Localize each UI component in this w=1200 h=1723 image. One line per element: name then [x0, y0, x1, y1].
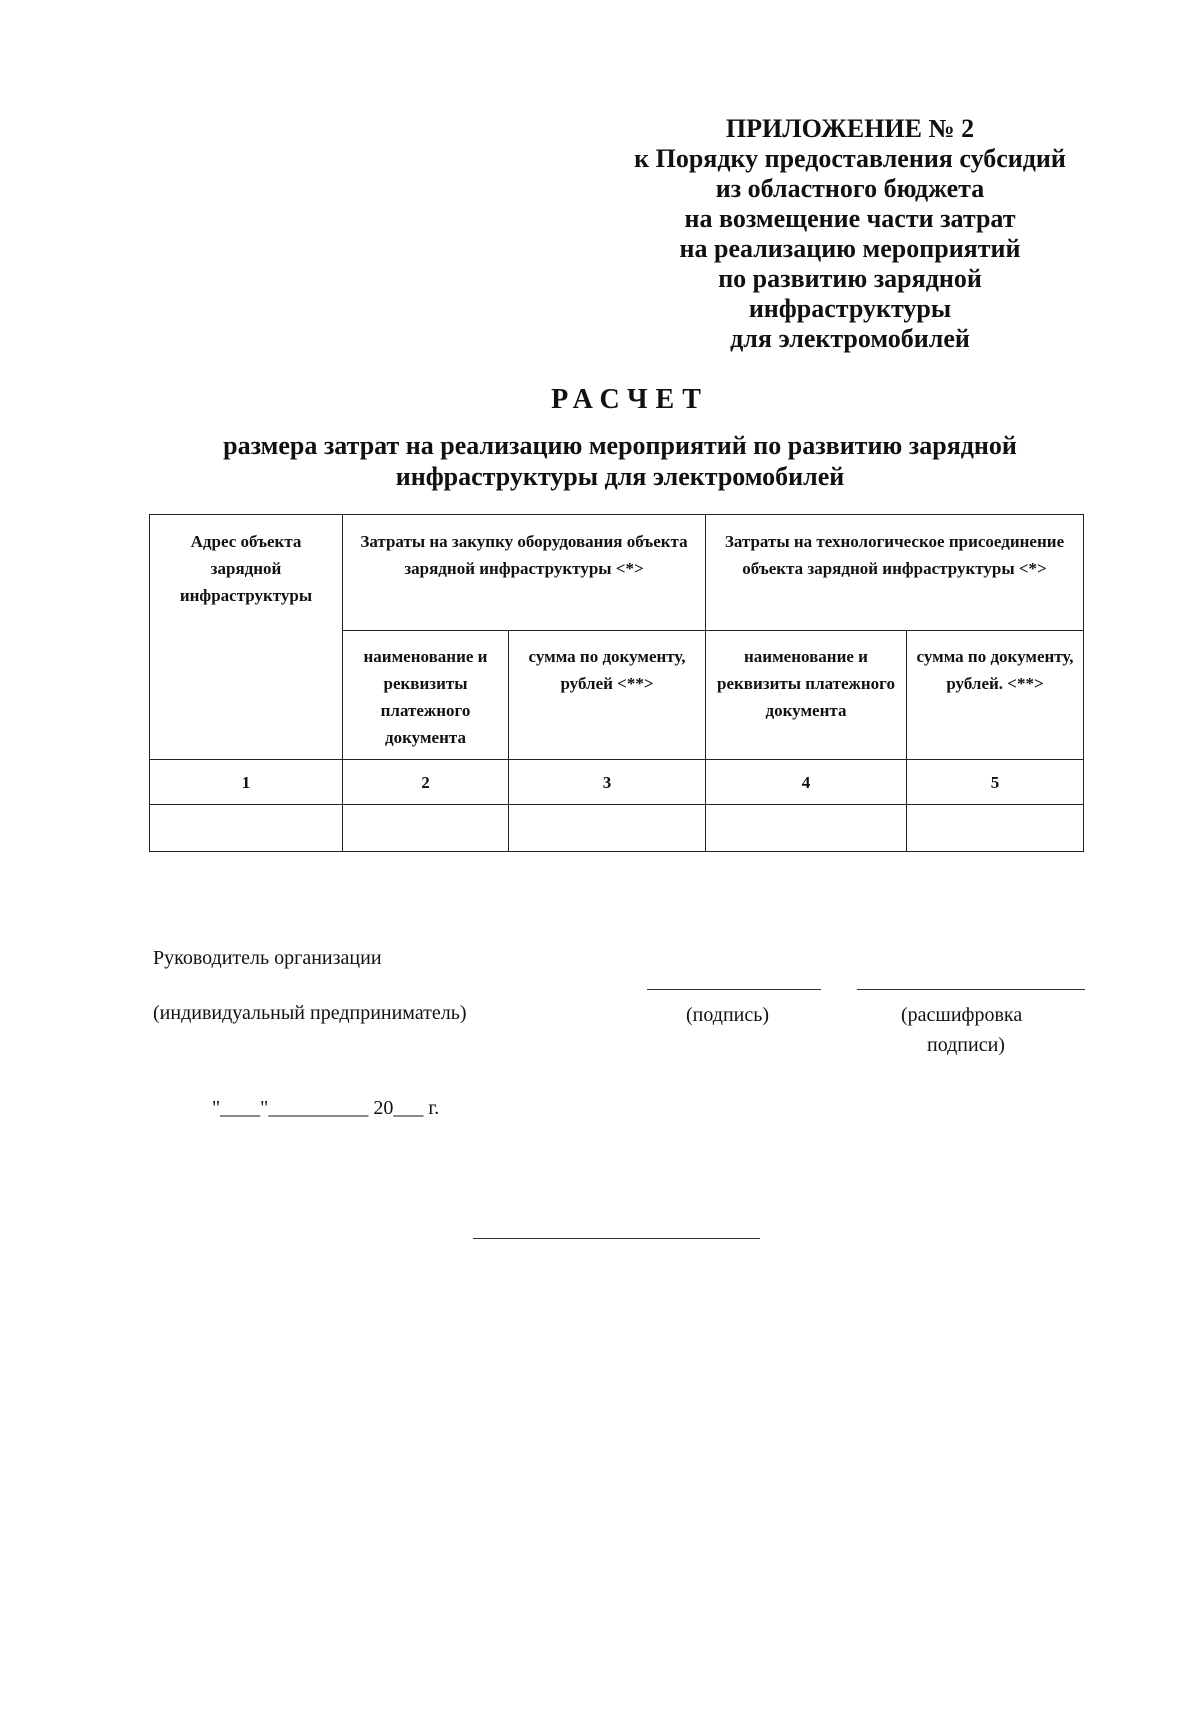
column-number-row — [150, 760, 1084, 805]
appendix-line: ПРИЛОЖЕНИЕ № 2 — [725, 114, 975, 143]
header-equipment-document: наименование и реквизиты платежного документа — [343, 631, 509, 760]
head-label: Руководитель организации — [153, 947, 382, 969]
appendix-line: из областного бюджета — [715, 174, 985, 203]
decoding-caption: (расшифровка — [901, 1004, 1023, 1026]
appendix-line: инфраструктуры — [748, 294, 952, 323]
column-number: 5 — [907, 760, 1084, 805]
column-number: 3 — [509, 760, 706, 805]
subtitle-line: размера затрат на реализацию мероприятий по развитию зарядной — [223, 431, 1017, 460]
header-connection-document: наименование и реквизиты платежного документа — [706, 631, 907, 760]
subtitle-line: инфраструктуры для электромобилей — [395, 462, 845, 491]
decoding-caption: подписи) — [927, 1034, 1005, 1056]
table-row — [150, 805, 1084, 852]
decoding-line[interactable] — [857, 989, 1085, 990]
signature-line[interactable] — [647, 989, 821, 990]
document-subtitle — [160, 430, 1080, 492]
closing-divider — [473, 1238, 760, 1239]
table-cell[interactable] — [706, 805, 907, 852]
header-connection-costs: Затраты на технологическое присоединение объекта зарядной инфраструктуры <*> — [706, 515, 1084, 631]
table-cell[interactable] — [343, 805, 509, 852]
appendix-line: по развитию зарядной — [718, 264, 982, 293]
appendix-line: на реализацию мероприятий — [679, 234, 1021, 263]
entrepreneur-label: (индивидуальный предприниматель) — [153, 1002, 467, 1024]
header-connection-sum: сумма по документу, рублей. <**> — [907, 631, 1084, 760]
column-number: 2 — [343, 760, 509, 805]
header-equipment-costs: Затраты на закупку оборудования объекта зарядной инфраструктуры <*> — [343, 515, 706, 631]
column-number: 1 — [150, 760, 343, 805]
appendix-line: на возмещение части затрат — [684, 204, 1016, 233]
calculation-table — [149, 514, 1084, 852]
date-field[interactable]: "____"__________ 20___ г. — [212, 1097, 440, 1119]
table-header-row — [150, 515, 1084, 631]
appendix-line: для электромобилей — [730, 324, 970, 353]
header-address: Адрес объекта зарядной инфраструктуры — [150, 515, 343, 760]
table-cell[interactable] — [907, 805, 1084, 852]
signature-caption: (подпись) — [686, 1004, 770, 1026]
header-equipment-sum: сумма по документу, рублей <**> — [509, 631, 706, 760]
table-cell[interactable] — [150, 805, 343, 852]
document-title: РАСЧЕТ — [551, 384, 709, 415]
column-number: 4 — [706, 760, 907, 805]
appendix-line: к Порядку предоставления субсидий — [634, 144, 1066, 173]
appendix-heading — [590, 114, 1110, 354]
table-cell[interactable] — [509, 805, 706, 852]
